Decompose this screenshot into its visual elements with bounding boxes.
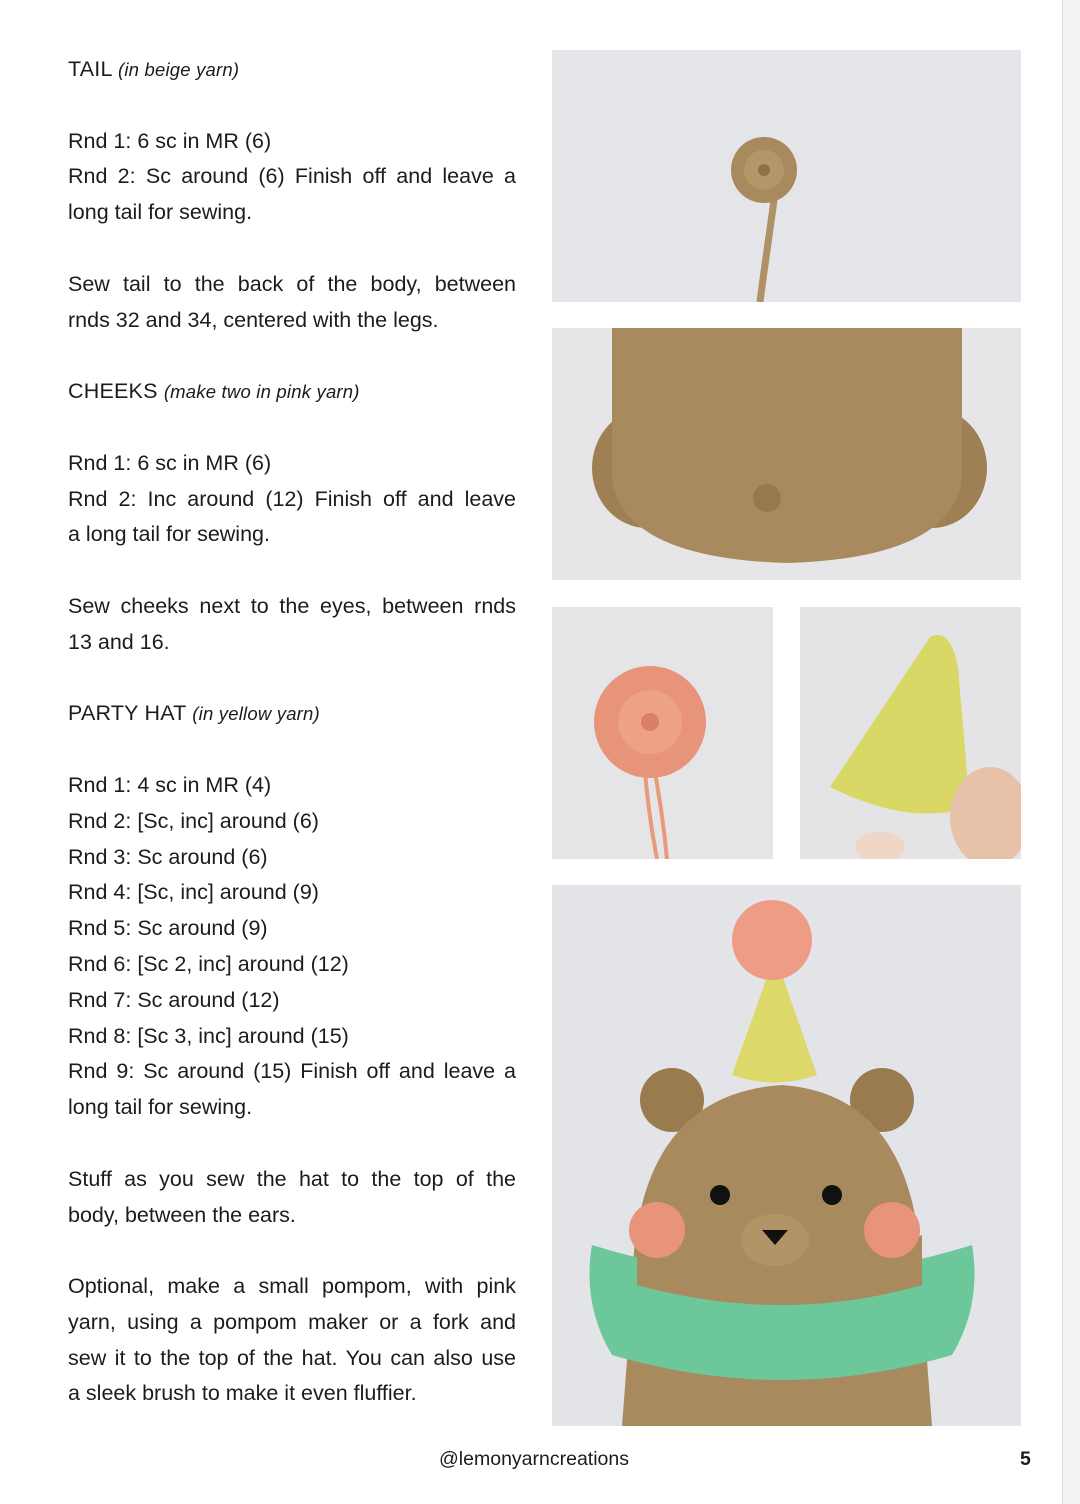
paragraph (68, 1162, 516, 1234)
text-line: 13 and 16. (68, 629, 170, 654)
spacer (68, 231, 516, 267)
spacer (68, 1126, 516, 1162)
photo-tail (552, 50, 1021, 302)
text-line: Optional, make a small pompom, with pink (68, 1274, 516, 1299)
text-line: yarn, using a pompom maker or a fork and (68, 1309, 516, 1334)
text-line: Rnd 9: Sc around (15) Finish off and leave a (68, 1059, 516, 1084)
spacer (68, 553, 516, 589)
pattern-instructions (68, 52, 516, 1412)
section-title: PARTY HAT (68, 701, 187, 726)
page-number: 5 (1020, 1448, 1031, 1470)
text-line: body, between the ears. (68, 1202, 296, 1227)
paragraph (68, 446, 516, 553)
text-line: a long tail for sewing. (68, 522, 270, 547)
text-line: Rnd 2: [Sc, inc] around (6) (68, 808, 319, 833)
text-line: long tail for sewing. (68, 1095, 253, 1120)
text-line: Sew tail to the back of the body, between (68, 271, 516, 296)
paragraph (68, 267, 516, 339)
text-line: Rnd 1: 6 sc in MR (6) (68, 128, 272, 153)
section-title: CHEEKS (68, 379, 158, 404)
text-line: Rnd 1: 4 sc in MR (4) (68, 772, 272, 797)
section-note: (make two in pink yarn) (163, 381, 360, 403)
footer-handle: @lemonyarncreations (439, 1448, 629, 1470)
text-line: Rnd 1: 6 sc in MR (6) (68, 450, 272, 475)
section-note: (in beige yarn) (118, 59, 240, 80)
text-line: Rnd 7: Sc around (12) (68, 987, 280, 1012)
section-heading (68, 52, 516, 88)
text-line: a sleek brush to make it even fluffier. (68, 1381, 417, 1406)
text-line: Rnd 3: Sc around (6) (68, 844, 268, 869)
paragraph (68, 589, 516, 661)
text-line: Rnd 2: Sc around (6) Finish off and leave a (68, 164, 516, 189)
paragraph (68, 768, 516, 1126)
spacer (68, 732, 516, 768)
text-line: Rnd 6: [Sc 2, inc] around (12) (68, 951, 349, 976)
text-line: long tail for sewing. (68, 200, 253, 225)
spacer (68, 338, 516, 374)
text-line: sew it to the top of the hat. You can also use (68, 1345, 516, 1370)
text-line: Rnd 4: [Sc, inc] around (9) (68, 880, 319, 905)
photo-cheek (552, 607, 773, 859)
text-line: Rnd 5: Sc around (9) (68, 916, 268, 941)
text-line: Sew cheeks next to the eyes, between rnds (68, 593, 516, 618)
spacer (68, 1233, 516, 1269)
text-line: Rnd 8: [Sc 3, inc] around (15) (68, 1023, 349, 1048)
section-title: TAIL (68, 57, 112, 81)
spacer (68, 661, 516, 697)
text-line: Rnd 2: Inc around (12) Finish off and leave (68, 486, 516, 511)
spacer (68, 410, 516, 446)
section-note: (in yellow yarn) (192, 703, 320, 725)
photo-party-hat (800, 607, 1021, 859)
text-line: rnds 32 and 34, centered with the legs. (68, 307, 439, 332)
photo-bear-back (552, 328, 1021, 580)
paragraph (68, 124, 516, 231)
photo-bear-finished (552, 885, 1021, 1426)
text-line: Stuff as you sew the hat to the top of the (68, 1166, 516, 1191)
section-heading (68, 696, 516, 732)
section-heading (68, 374, 516, 410)
spacer (68, 88, 516, 124)
paragraph (68, 1269, 516, 1412)
